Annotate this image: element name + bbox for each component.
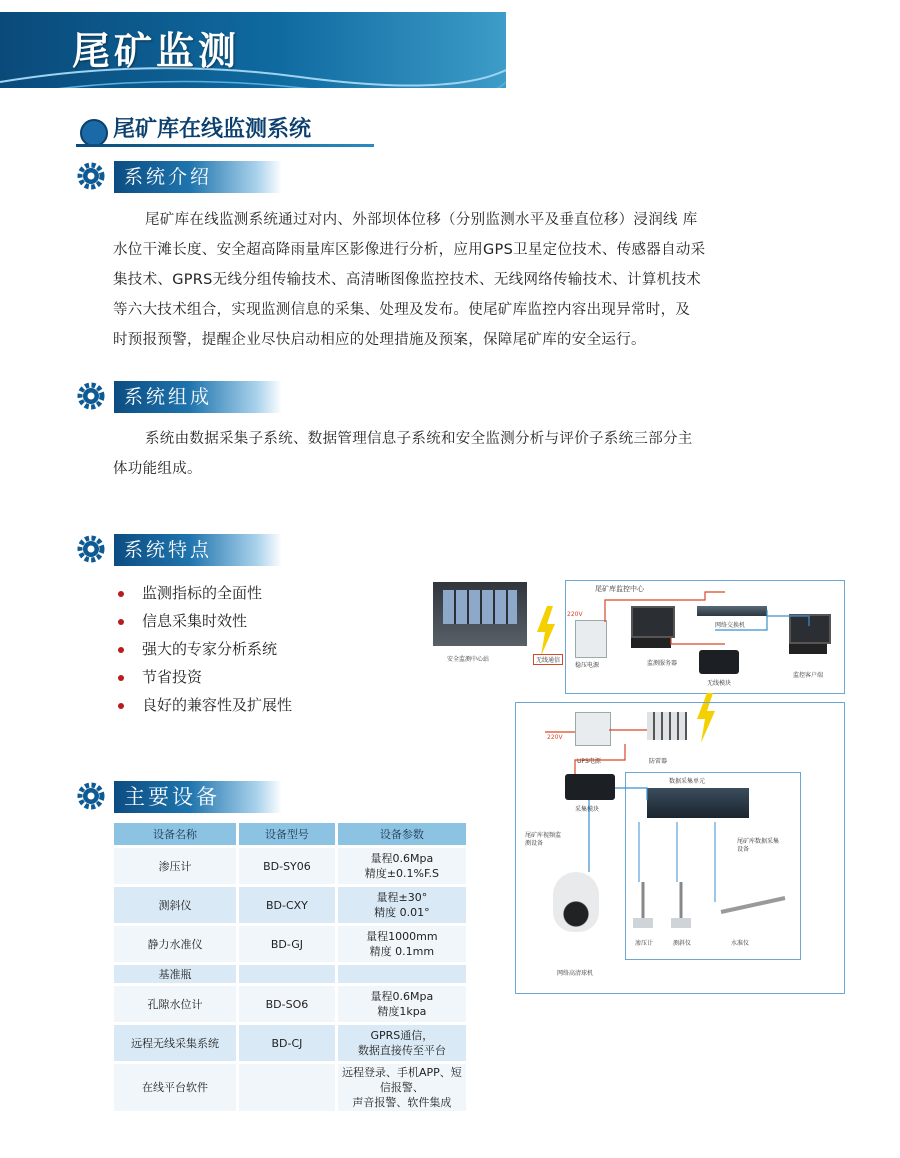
table-cell: 测斜仪 xyxy=(114,887,236,923)
subtitle-underline xyxy=(76,144,374,147)
video-wall xyxy=(443,590,517,624)
sensor-label: 渗压计 xyxy=(635,940,654,947)
table-row xyxy=(114,986,466,1022)
table-header: 设备名称 xyxy=(114,823,236,845)
equipment-table xyxy=(111,820,469,1114)
table-row xyxy=(114,965,466,983)
field-connections xyxy=(515,702,843,992)
features-list xyxy=(118,579,418,719)
acquisition-title: 数据采集单元 xyxy=(669,778,706,785)
wireless-label: 无线通信 xyxy=(533,654,563,665)
table-cell: 远程无线采集系统 xyxy=(114,1025,236,1061)
monitoring-center-title: 尾矿库监控中心 xyxy=(595,585,644,593)
table-cell: 孔隙水位计 xyxy=(114,986,236,1022)
param-line: 精度1kpa xyxy=(377,1005,427,1018)
switch-label: 网络交换机 xyxy=(715,622,746,629)
intro-paragraph xyxy=(113,205,793,355)
feature-text: 节省投资 xyxy=(142,668,203,686)
top-connections xyxy=(565,580,843,692)
feature-text: 信息采集时效性 xyxy=(142,612,248,630)
feature-item xyxy=(118,635,418,663)
param-line: 精度 0.1mm xyxy=(369,945,435,958)
table-cell: 渗压计 xyxy=(114,848,236,884)
dtu-label: 采集模块 xyxy=(575,806,600,813)
table-header: 设备型号 xyxy=(239,823,335,845)
table-cell: BD-SO6 xyxy=(239,986,335,1022)
feature-text: 良好的兼容性及扩展性 xyxy=(142,696,293,714)
feature-text: 监测指标的全面性 xyxy=(142,584,263,602)
intro-line-4: 等六大技术组合，实现监测信息的采集、处理及发布。使尾矿库监控内容出现异常时，及 xyxy=(113,302,691,318)
voltage-label: 220V xyxy=(547,734,563,741)
table-cell: BD-SY06 xyxy=(239,848,335,884)
feature-item xyxy=(118,691,418,719)
page-subtitle: 尾矿库在线监测系统 xyxy=(113,117,312,142)
feature-item xyxy=(118,663,418,691)
gear-icon xyxy=(76,534,106,564)
composition-paragraph xyxy=(113,424,793,484)
banner-title: 尾矿监测 xyxy=(72,29,241,73)
center-station-label: 安全监测中心站 xyxy=(447,656,490,663)
ups-label: UPS电源 xyxy=(577,758,601,765)
param-line: 量程0.6Mpa xyxy=(370,990,434,1003)
intro-line-3: 集技术、GPRS无线分组传输技术、高清晰图像监控技术、无线网络传输技术、计算机技术 xyxy=(113,272,702,288)
gear-icon xyxy=(76,381,106,411)
intro-line-5: 时预报预警，提醒企业尽快启动相应的处理措施及预案，保障尾矿库的安全运行。 xyxy=(113,332,646,348)
feature-item xyxy=(118,607,418,635)
bullet-dot xyxy=(118,675,124,681)
table-cell: 静力水准仪 xyxy=(114,926,236,962)
feature-text: 强大的专家分析系统 xyxy=(142,640,278,658)
table-row xyxy=(114,1064,466,1111)
table-cell xyxy=(338,1025,466,1061)
radio-label: 无线模块 xyxy=(707,680,732,687)
intro-line-2: 水位干滩长度、安全超高降雨量库区影像进行分析，应用GPS卫星定位技术、传感器自动采 xyxy=(113,242,706,258)
table-cell xyxy=(338,1064,466,1111)
camera-label: 网络高清球机 xyxy=(557,970,594,977)
table-row xyxy=(114,1025,466,1061)
globe-icon xyxy=(80,119,108,147)
section-title-equipment: 主要设备 xyxy=(114,781,282,813)
param-line: 精度±0.1%F.S xyxy=(364,867,439,880)
control-room-photo xyxy=(433,582,527,646)
surge-label: 防雷器 xyxy=(649,758,668,765)
server-label: 监测服务器 xyxy=(647,660,678,667)
table-cell xyxy=(239,965,335,983)
param-line: 量程0.6Mpa xyxy=(370,852,434,865)
table-header: 设备参数 xyxy=(338,823,466,845)
bullet-dot xyxy=(118,703,124,709)
section-title-composition: 系统组成 xyxy=(114,381,282,413)
table-cell: 基准瓶 xyxy=(114,965,236,983)
sensor-label: 水准仪 xyxy=(731,940,750,947)
table-cell: BD-CJ xyxy=(239,1025,335,1061)
section-title-intro: 系统介绍 xyxy=(114,161,282,193)
data-device-label: 尾矿库数据采集设备 xyxy=(737,838,780,853)
table-cell: BD-GJ xyxy=(239,926,335,962)
gear-icon xyxy=(76,781,106,811)
feature-item xyxy=(118,579,418,607)
lightning-icon xyxy=(535,606,557,656)
table-cell: BD-CXY xyxy=(239,887,335,923)
bullet-dot xyxy=(118,591,124,597)
param-line: GPRS通信， xyxy=(370,1029,434,1042)
table-cell: 在线平台软件 xyxy=(114,1064,236,1111)
client-label: 监控客户端 xyxy=(793,672,824,679)
table-row xyxy=(114,926,466,962)
param-line: 声音报警、软件集成 xyxy=(352,1096,452,1109)
composition-line-1: 系统由数据采集子系统、数据管理信息子系统和安全监测分析与评价子系统三部分主 xyxy=(145,431,693,447)
sensor-label: 测斜仪 xyxy=(673,940,692,947)
voltage-label: 220V xyxy=(567,611,583,618)
section-title-features: 系统特点 xyxy=(114,534,282,566)
param-line: 量程±30° xyxy=(376,891,428,904)
power-label: 稳压电源 xyxy=(575,662,600,669)
param-line: 数据直接传至平台 xyxy=(357,1044,446,1057)
gear-icon xyxy=(76,161,106,191)
table-header-row xyxy=(114,823,466,845)
param-line: 远程登录、手机APP、短信报警、 xyxy=(341,1066,462,1094)
table-cell xyxy=(239,1064,335,1111)
intro-line-1: 尾矿库在线监测系统通过对内、外部坝体位移（分别监测水平及垂直位移）浸润线 库 xyxy=(145,212,698,228)
bullet-dot xyxy=(118,647,124,653)
param-line: 量程1000mm xyxy=(366,930,438,943)
table-row xyxy=(114,887,466,923)
composition-line-2: 体功能组成。 xyxy=(113,461,202,477)
table-row xyxy=(114,848,466,884)
system-diagram xyxy=(425,576,850,994)
video-device-label: 尾矿库视频监测设备 xyxy=(525,832,562,847)
param-line: 精度 0.01° xyxy=(374,906,430,919)
bullet-dot xyxy=(118,619,124,625)
